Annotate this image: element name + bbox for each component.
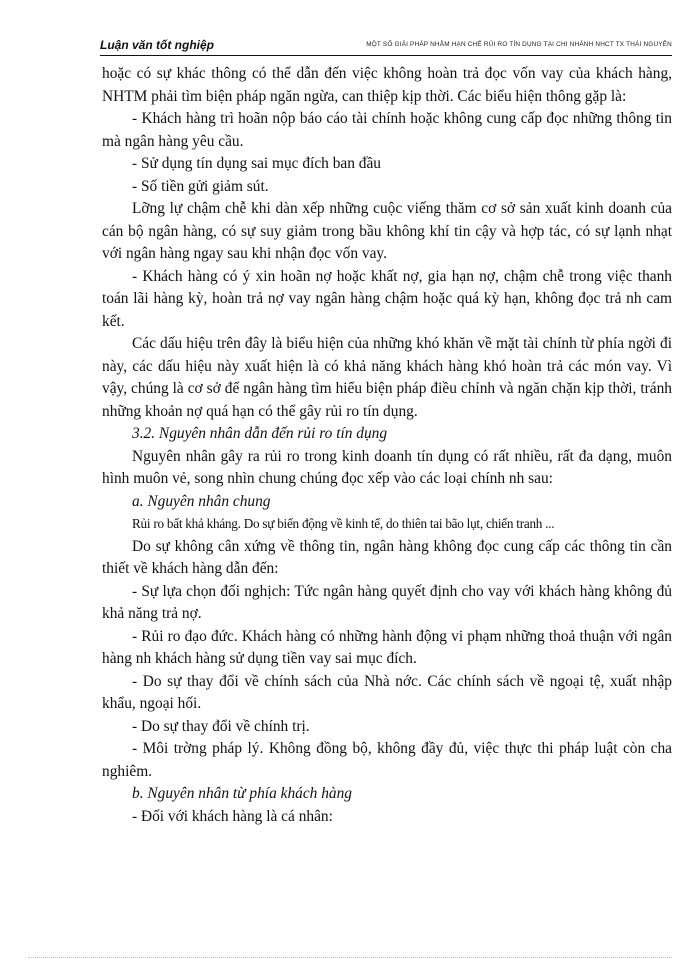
bullet-moral-hazard: - Rủi ro đạo đức. Khách hàng có những hành động vi phạm những thoả thuận với ngân hàng nh khách hàng sử dụng tiền vay sai mục đích.: [102, 627, 672, 667]
bullet-wrong-purpose: - Sử dụng tín dụng sai mục đích ban đầu: [132, 155, 382, 172]
subheading-customer-causes: b. Nguyên nhân từ phía khách hàng: [132, 785, 352, 802]
paragraph-force-majeure: Rủi ro bất khả kháng. Do sự biến động về kinh tế, do thiên tai bão lụt, chiến tranh ...: [132, 516, 555, 531]
bullet-deposit-decline: - Số tiền gửi giảm sút.: [132, 177, 269, 195]
paragraph-causes-intro: Nguyên nhân gây ra rủi ro trong kinh doanh tín dụng có rất nhiều, rất đa dạng, muôn hình muôn vẻ, song nhìn chung chúng đọc xếp vào các loại chính nh sau:: [102, 447, 672, 487]
page-header: [100, 38, 672, 56]
section-heading-causes: 3.2. Nguyên nhân dẫn đến rủi ro tín dụng: [132, 425, 388, 442]
page-bottom-edge: [28, 957, 672, 958]
bullet-individual-customers: - Đối với khách hàng là cá nhân:: [132, 807, 333, 825]
document-body: [102, 63, 672, 828]
header-thesis-label: Luận văn tốt nghiệp: [100, 38, 214, 52]
header-document-title: MỘT SỐ GIẢI PHÁP NHẰM HẠN CHẾ RỦI RO TÍN DỤNG TẠI CHI NHÁNH NHCT TX THÁI NGUYÊN: [366, 41, 672, 48]
paragraph-signs-summary: Các dấu hiệu trên đây là biểu hiện của những khó khăn về mặt tài chính từ phía ngời đi này, các dấu hiệu này xuất hiện là có khả năng khách hàng khó hoàn trả các món vay. Vì vậy, chúng là cơ sở để ngân hàng tìm hiểu biện pháp điều chỉnh và ngăn chặn kịp thời, tránh những khoản nợ quá hạn có thể gây rủi ro tín dụng.: [102, 335, 672, 420]
bullet-political-change: - Do sự thay đổi về chính trị.: [132, 717, 310, 735]
paragraph-info-asymmetry: Do sự không cân xứng về thông tin, ngân hàng không đọc cung cấp các thông tin cần thiết về khách hàng dẫn đến:: [102, 537, 672, 577]
subheading-general-causes: [102, 491, 672, 514]
paragraph-hesitation: Lỡng lự chậm chễ khi dàn xếp những cuộc viếng thăm cơ sở sản xuất kinh doanh của cán bộ ngân hàng, có sự suy giảm trong bầu không khí tin cậy và hợp tác, có sự lạnh nhạt với ngân hàng ngay sau khi nhận đọc vốn vay.: [102, 200, 672, 262]
bullet-adverse-selection: - Sự lựa chọn đối nghịch: Tức ngân hàng quyết định cho vay với khách hàng không đủ khả năng trả nợ.: [102, 582, 672, 622]
bullet-late-reports: - Khách hàng trì hoãn nộp báo cáo tài chính hoặc không cung cấp đọc những thông tin mà ngân hàng yêu cầu.: [102, 110, 672, 150]
subheading-general-causes-text: a. Nguyên nhân chung: [132, 492, 271, 510]
bullet-debt-delay: - Khách hàng có ý xin hoãn nợ hoặc khất nợ, gia hạn nợ, chậm chễ trong việc thanh toán lãi hàng kỳ, hoàn trả nợ vay ngân hàng chậm hoặc quá kỳ hạn, không đọc trả nh cam kết.: [102, 267, 672, 330]
bullet-policy-change: - Do sự thay đổi về chính sách của Nhà nớc. Các chính sách về ngoại tệ, xuất nhập khẩu, ngoại hối.: [102, 672, 672, 712]
paragraph-intro: hoặc có sự khác thông có thể dẫn đến việc không hoàn trả đọc vốn vay của khách hàng, NHTM phải tìm biện pháp ngăn ngừa, can thiệp kịp thời. Các biểu hiện thông gặp là:: [102, 65, 672, 105]
header-divider: [100, 55, 672, 56]
bullet-legal-environment: - Môi trờng pháp lý. Không đồng bộ, không đầy đủ, việc thực thi pháp luật còn cha nghiêm.: [102, 740, 672, 780]
